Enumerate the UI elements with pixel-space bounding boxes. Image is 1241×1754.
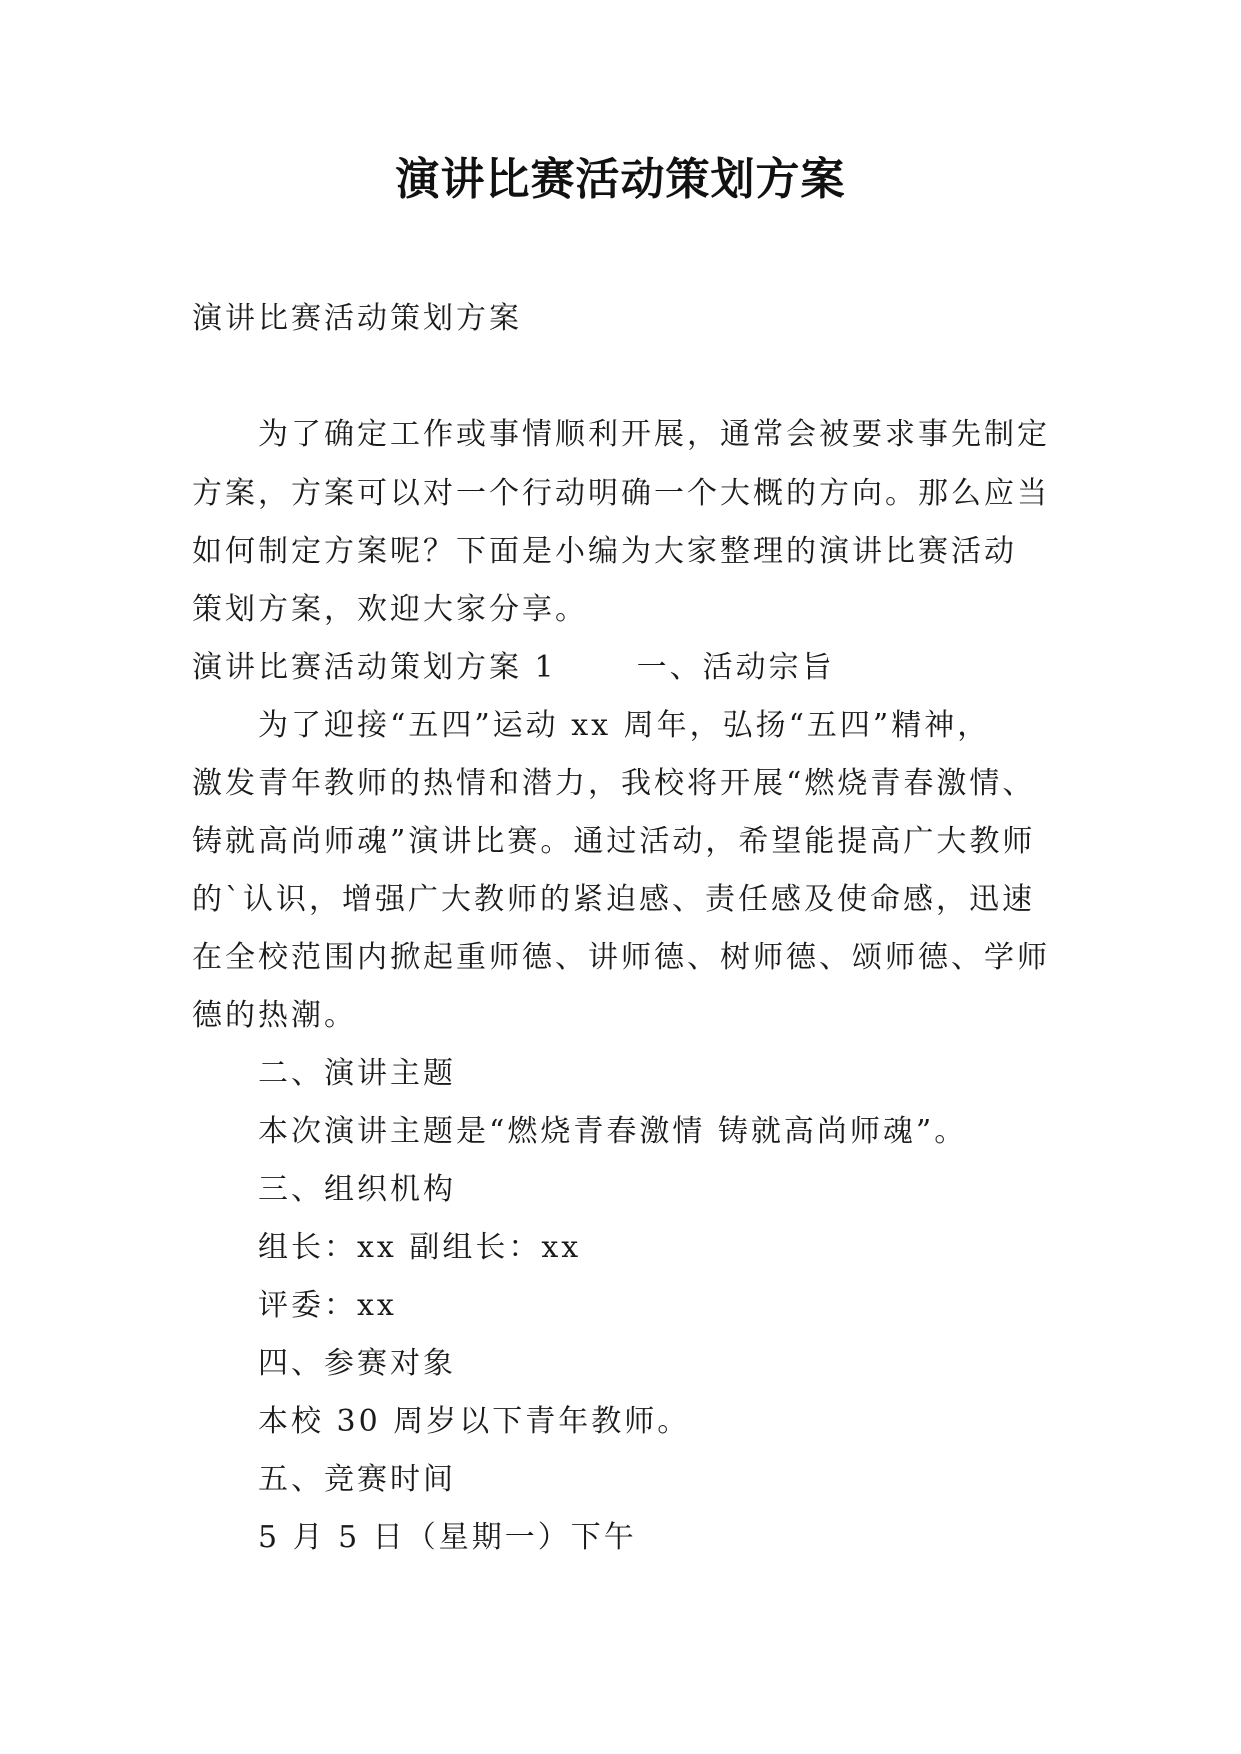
document-title: 演讲比赛活动策划方案 [395, 154, 846, 205]
plan-1-heading: 演讲比赛活动策划方案 1 [192, 650, 557, 685]
section-3-judges: 评委：xx [258, 1288, 397, 1323]
section-5-heading: 五、竞赛时间 [258, 1462, 456, 1497]
document-subtitle: 演讲比赛活动策划方案 [192, 301, 522, 336]
intro-line-1: 为了确定工作或事情顺利开展，通常会被要求事先制定 [258, 417, 1050, 452]
section-1-line-2: 激发青年教师的热情和潜力，我校将开展“燃烧青春激情、 [192, 766, 1036, 801]
intro-line-4: 策划方案，欢迎大家分享。 [192, 592, 588, 627]
intro-line-3: 如何制定方案呢？下面是小编为大家整理的演讲比赛活动 [192, 534, 1017, 569]
section-1-line-5: 在全校范围内掀起重师德、讲师德、树师德、颂师德、学师 [192, 940, 1050, 975]
section-2-body: 本次演讲主题是“燃烧青春激情 铸就高尚师魂”。 [258, 1114, 968, 1149]
section-4-body: 本校 30 周岁以下青年教师。 [258, 1404, 691, 1439]
section-1-line-1: 为了迎接“五四”运动 xx 周年，弘扬“五四”精神， [258, 708, 991, 743]
section-5-body: 5 月 5 日（星期一）下午 [258, 1520, 637, 1555]
section-4-heading: 四、参赛对象 [258, 1346, 456, 1381]
section-3-leaders: 组长：xx 副组长：xx [258, 1230, 582, 1265]
section-3-heading: 三、组织机构 [258, 1172, 456, 1207]
section-1-line-4: 的`认识，增强广大教师的紧迫感、责任感及使命感，迅速 [192, 882, 1035, 917]
section-1-line-6: 德的热潮。 [192, 998, 357, 1033]
section-2-heading: 二、演讲主题 [258, 1056, 456, 1091]
plan-1-heading-line [192, 647, 835, 689]
section-1-line-3: 铸就高尚师魂”演讲比赛。通过活动，希望能提高广大教师 [192, 824, 1036, 859]
intro-line-2: 方案，方案可以对一个行动明确一个大概的方向。那么应当 [192, 476, 1050, 511]
section-1-heading: 一、活动宗旨 [636, 650, 835, 685]
